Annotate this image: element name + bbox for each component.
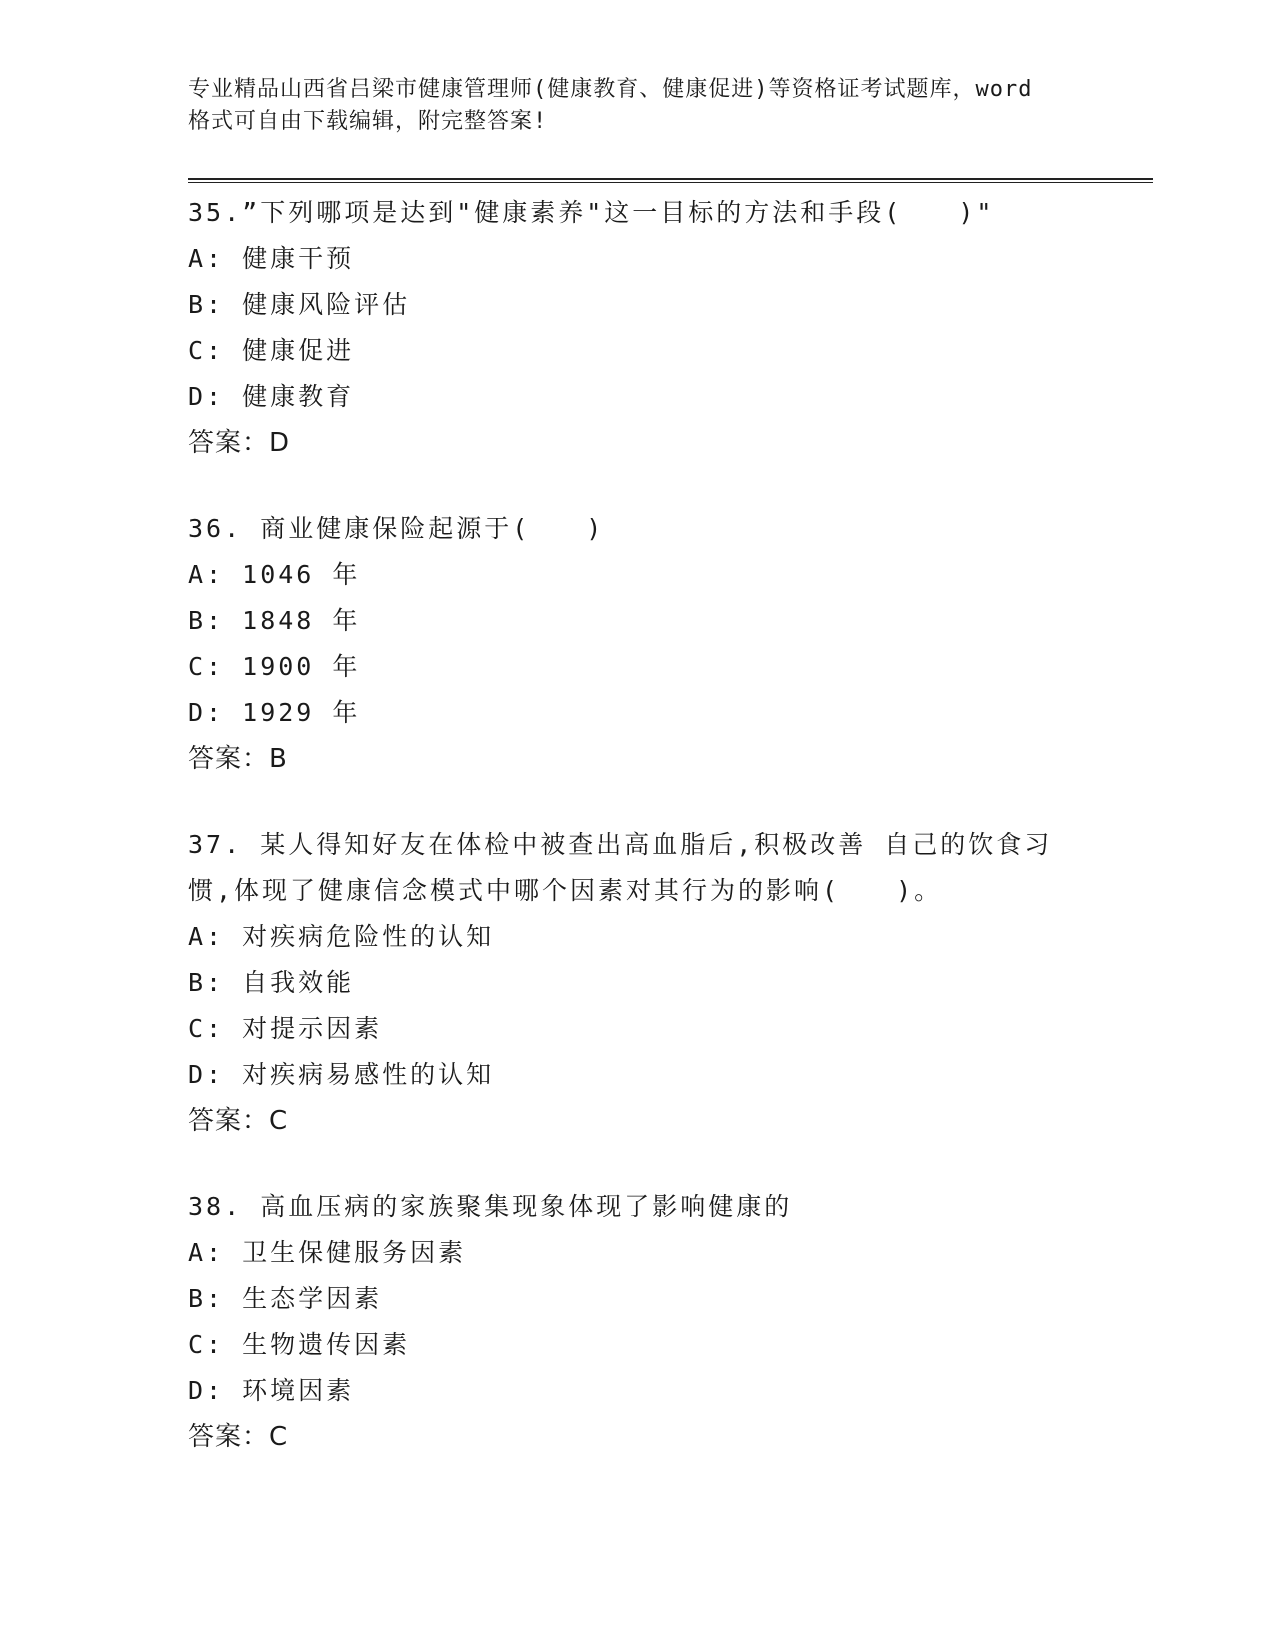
option-d: D: 环境因素 — [188, 1376, 355, 1405]
answer-label: 答案：C — [188, 1106, 289, 1136]
option-a: A: 卫生保健服务因素 — [188, 1238, 467, 1267]
option-b: B: 自我效能 — [188, 968, 355, 997]
option-c: C: 对提示因素 — [188, 1014, 383, 1043]
option-d: D: 健康教育 — [188, 382, 355, 411]
option-c: C: 生物遗传因素 — [188, 1330, 411, 1359]
option-c: C: 1900 年 — [188, 652, 361, 681]
answer-label: 答案：C — [188, 1422, 289, 1452]
question-38 — [188, 1184, 1148, 1460]
question-stem: 36. 商业健康保险起源于( ) — [188, 514, 605, 543]
question-stem: 38. 高血压病的家族聚集现象体现了影响健康的 — [188, 1192, 793, 1221]
option-a: A: 对疾病危险性的认知 — [188, 922, 495, 951]
answer-label: 答案：B — [188, 744, 288, 774]
question-35 — [188, 190, 1148, 466]
header-divider — [188, 178, 1153, 183]
option-c: C: 健康促进 — [188, 336, 355, 365]
header-line-2: 格式可自由下载编辑，附完整答案! — [188, 109, 548, 134]
option-d: D: 对疾病易感性的认知 — [188, 1060, 495, 1089]
question-37 — [188, 822, 1148, 1144]
option-b: B: 1848 年 — [188, 606, 361, 635]
option-b: B: 生态学因素 — [188, 1284, 383, 1313]
option-a: A: 健康干预 — [188, 244, 355, 273]
question-list — [188, 190, 1148, 1500]
option-d: D: 1929 年 — [188, 698, 361, 727]
question-36 — [188, 506, 1148, 782]
answer-label: 答案：D — [188, 428, 291, 458]
header-line-1: 专业精品山西省吕梁市健康管理师(健康教育、健康促进)等资格证考试题库，word — [188, 77, 1033, 102]
question-stem: 35.”下列哪项是达到"健康素养"这一目标的方法和手段( )" — [188, 198, 995, 227]
option-a: A: 1046 年 — [188, 560, 361, 589]
option-b: B: 健康风险评估 — [188, 290, 411, 319]
document-header — [188, 74, 1088, 138]
question-stem: 37. 某人得知好友在体检中被查出高血脂后,积极改善 自己的饮食习惯,体现了健康信念模式中哪个因素对其行为的影响( )。 — [188, 830, 1053, 905]
